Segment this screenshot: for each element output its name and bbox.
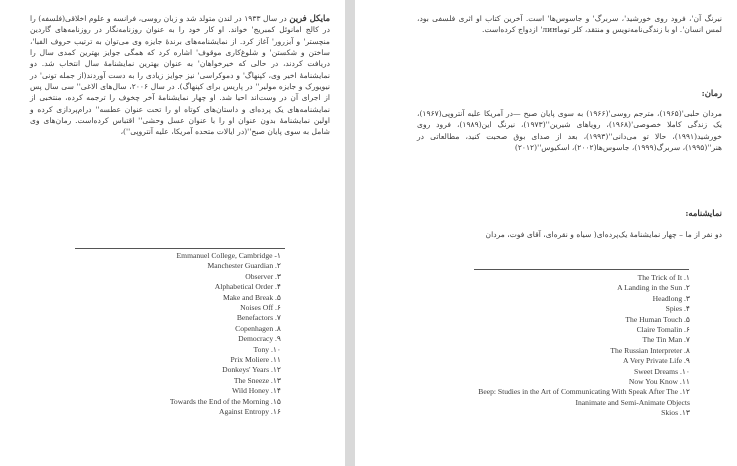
footnote-item: Manchester Guardian .۲: [207, 261, 281, 271]
footnote-item: Benefactors .۷: [236, 313, 281, 323]
footnote-item: Wild Honey .۱۴: [232, 386, 281, 396]
footnote-item: Tony .۱۰: [253, 344, 281, 354]
footnote-item: Against Entropy .۱۶: [219, 407, 281, 417]
footnote-item: Copenhagen .۸: [235, 323, 281, 333]
footnote-item: A Landing in the Sun .۲: [617, 283, 690, 293]
footnote-item: Sweet Dreams .۱۰: [633, 366, 690, 376]
bio-text: در سال ۱۹۳۳ در لندن متولد شد و زبان روسی، فرانسه و علوم اخلاقی(فلسفه) را در کالج امانوئل کمبریج' خواند. او کار خود را به عنوان روزنامه‌نگار در روزنامه‌های گاردین منچستر' و آبزرور' آغاز کرد. از نمایشنامه‌های برندهٔ جایزه وی می‌توان به ترتیب حروف الفبا'، ساختن و شکستن' و شلوغ‌کاری موقوف' اشاره کرد که همگی جوایز بهترین کمدی سال را دریافت کردند، در حالی که خیرخواهان' به عنوان بهترین نمایشنامهٔ سال انتخاب شد. دو نمایشنامهٔ اخیر وی، کپنهاگ' و دموکراسی' نیز جوایز زیادی را به دست آوردند(از جمله تونی' در نیویورک و جایزه مولیر'' در پاریس برای کپنهاگ). در سال ۲۰۰۶، سال‌های الاغی'' سی سال پس از اجرای آن در وست‌اند احیا شد. او چهار نمایشنامهٔ آخر چخوف را ترجمه کرده، منتخبی از نمایشنامه‌های یک پرده‌ای و داستان‌های کوتاه او را تحت عنوان عطسه'' درام‌پردازی کرده و اولین نمایشنامهٔ بدون عنوان او را با عنوان عسل وحشی'' اقتباس کرده‌است. رمان‌های وی شامل به سوی پایان صبح''(در ایالات متحده آمریکا، علیه آنتروپی'')،: [30, 14, 330, 137]
novels-heading: رمان:: [701, 88, 722, 98]
footnote-item: Claire Tomalin .۶: [636, 325, 690, 335]
footnote-item: The Human Touch .۵: [625, 314, 690, 324]
footnote-rule: [474, 269, 689, 270]
footnote-item: Donkeys' Years .۱۲: [222, 365, 281, 375]
footnote-item: Observer .۳: [245, 271, 281, 281]
footnote-item: The Sneeze .۱۳: [233, 375, 281, 385]
footnote-list: [478, 273, 690, 419]
footnote-item: The Russian Interpreter .۸: [610, 345, 690, 355]
footnote-item: A Very Private Life .۹: [623, 356, 690, 366]
footnote-item: Beep: Studies in the Art of Communicating With Speak After The .۱۲: [478, 387, 690, 397]
footnote-item: Towards the End of the Morning .۱۵: [169, 396, 281, 406]
book-spine: [345, 0, 355, 466]
footnote-item: Now You Know .۱۱: [628, 377, 690, 387]
footnote-item: The Tin Man .۷: [642, 335, 690, 345]
footnote-list: [170, 251, 281, 418]
right-page: [355, 0, 737, 466]
plays-paragraph: دو نفر از ما – چهار نمایشنامهٔ یک‌پرده‌ای( سیاه و نقره‌ای، آقای فوت، مردان: [485, 230, 722, 239]
novels-paragraph: مردان حلبی'(۱۹۶۵)، مترجم روسی'(۱۹۶۶) به سوی پایان صبح —در آمریکا علیه آنتروپی(۱۹۶۷)، یک زندگی کاملا خصوصی'(۱۹۶۸)، رویاهای شیرین''(۱۹۷۳)، نیرنگ این(۱۹۸۹)، فرود روی خورشید(۱۹۹۱)، حالا تو می‌دانی''(۱۹۹۳)، بعد از صدای بوق صحبت کنید، مطالعاتی در هنر''(۱۹۹۵)، سربرگ(۱۹۹۹)، جاسوس‌ها(۲۰۰۲)، اسکیوس''(۲۰۱۲): [417, 109, 723, 153]
footnote-item: Democracy .۹: [238, 334, 281, 344]
footnote-item: Spies .۴: [665, 304, 690, 314]
footnote-item: Prix Moliere .۱۱: [230, 355, 281, 365]
footnote-item: Alphabetical Order .۴: [214, 282, 281, 292]
footnote-item: The Trick of It .۱: [637, 273, 690, 282]
bio-paragraph: [30, 13, 330, 138]
footnote-item: Noises Off .۶: [240, 303, 281, 313]
intro-paragraph: نیرنگ آن'، فرود روی خورشید'، سربرگ' و جاسوس‌ها' است. آخرین کتاب او اثری فلسفی بود، لمس انسان'. او با زندگی‌نامه‌نویس و منتقد، کلر توماлин' ازدواج کرده‌است.: [417, 14, 722, 35]
author-name: مایکل فرین: [289, 13, 331, 23]
footnote-item: Headlong .۳: [652, 293, 690, 303]
footnote-item: Emmanuel College, Cambridge -۱: [176, 251, 281, 260]
footnote-rule: [75, 248, 285, 249]
footnote-item: Skios .۱۳: [661, 408, 690, 418]
footnote-item: Inanimate and Semi-Animate Objects: [575, 397, 690, 407]
plays-heading: نمایشنامه:: [685, 208, 722, 218]
left-page: [0, 0, 345, 466]
footnote-item: Make and Break .۵: [222, 292, 281, 302]
